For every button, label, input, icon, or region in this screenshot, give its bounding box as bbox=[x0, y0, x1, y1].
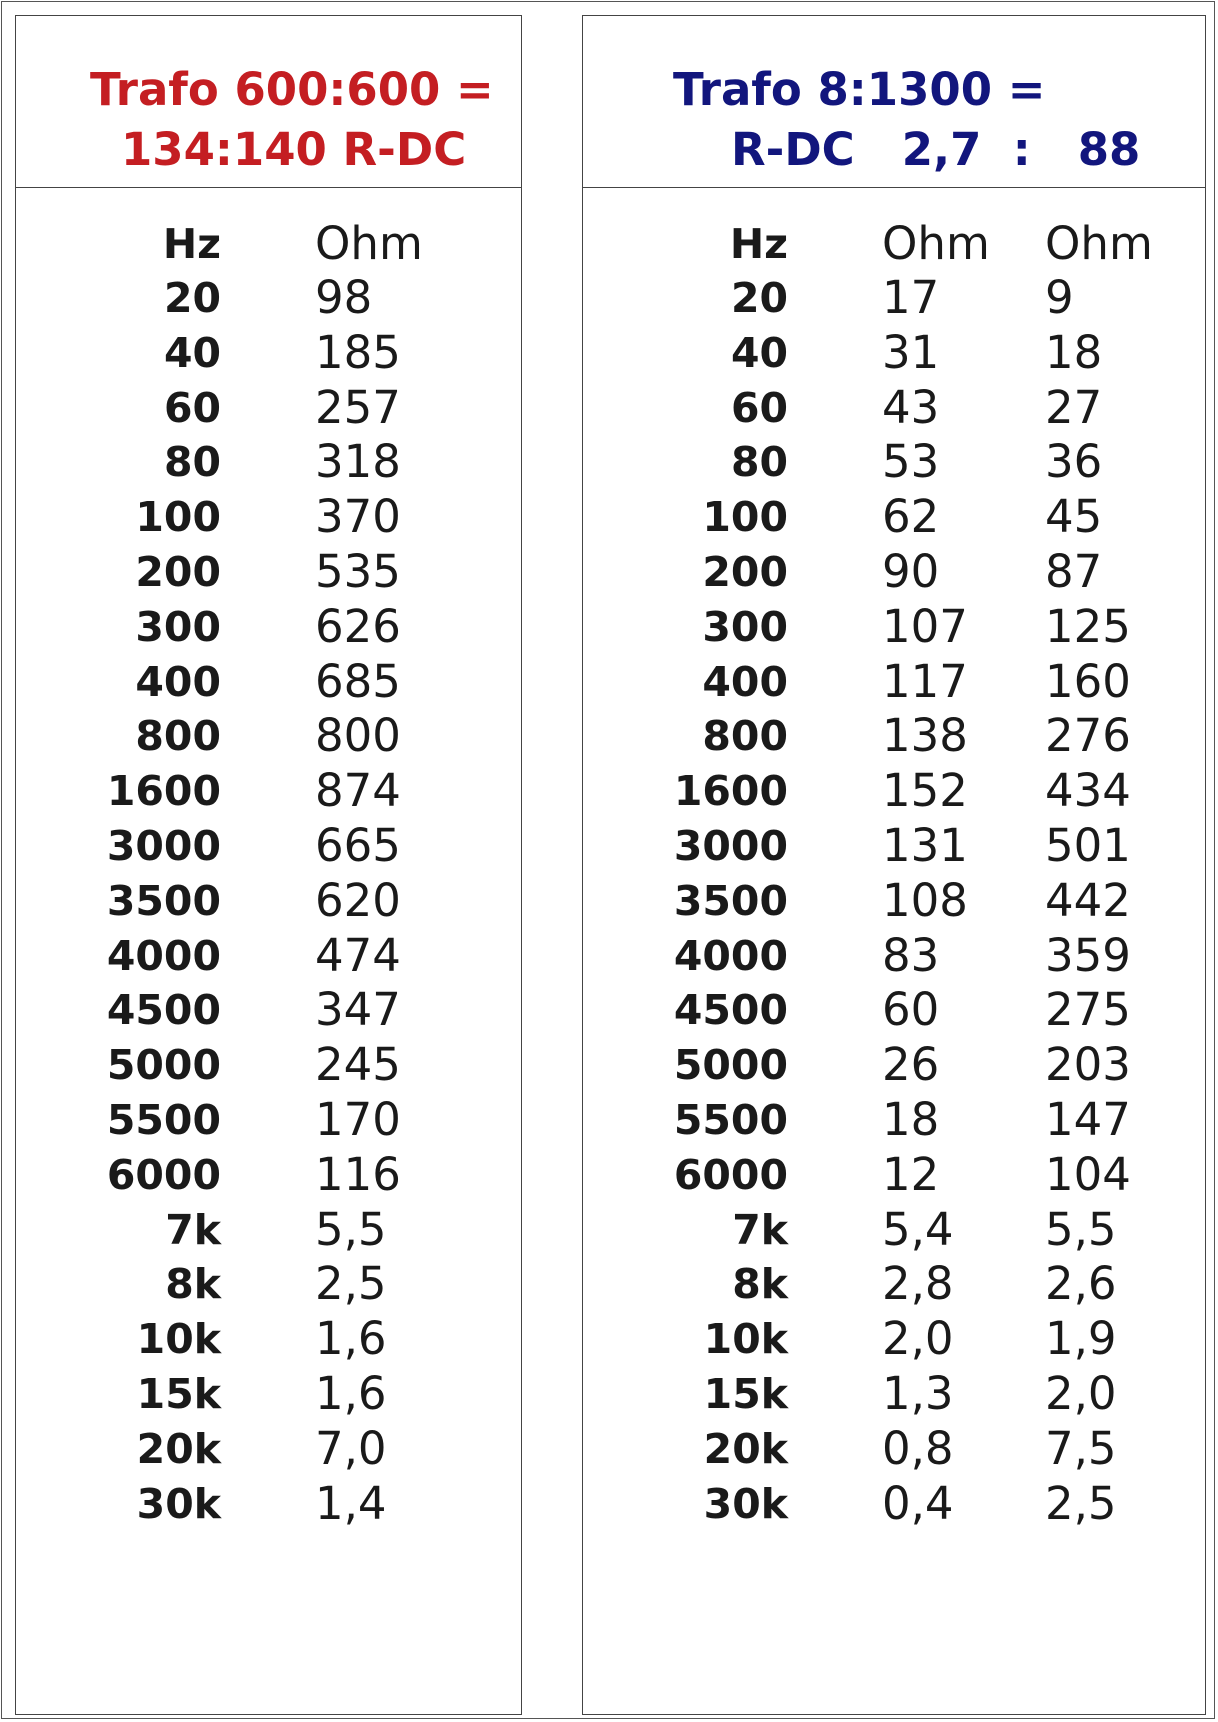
right-row-ohm2: 27 bbox=[1045, 381, 1103, 434]
left-row-hz: 5500 bbox=[106, 1096, 221, 1144]
left-row-ohm: 257 bbox=[315, 381, 401, 434]
right-row-hz: 30k bbox=[703, 1480, 788, 1528]
right-row-hz: 4500 bbox=[673, 986, 788, 1034]
right-row-ohm1: 18 bbox=[882, 1093, 940, 1146]
left-title-line2: 134:140 R-DC bbox=[121, 123, 467, 176]
right-row-hz: 3000 bbox=[673, 822, 788, 870]
right-row-ohm2: 2,0 bbox=[1045, 1367, 1117, 1420]
right-row-ohm1: 108 bbox=[882, 874, 968, 927]
right-row-ohm1: 31 bbox=[882, 326, 940, 379]
left-row-hz: 200 bbox=[135, 548, 221, 596]
left-row-ohm: 370 bbox=[315, 490, 401, 543]
right-row-ohm1: 26 bbox=[882, 1038, 940, 1091]
right-header-ohm2: Ohm bbox=[1045, 217, 1153, 270]
right-row-ohm2: 7,5 bbox=[1045, 1422, 1117, 1475]
right-row-hz: 4000 bbox=[673, 932, 788, 980]
left-row-hz: 3500 bbox=[106, 877, 221, 925]
right-row-hz: 400 bbox=[702, 658, 788, 706]
left-row-ohm: 874 bbox=[315, 764, 401, 817]
right-row-hz: 10k bbox=[703, 1315, 788, 1363]
right-row-ohm2: 2,6 bbox=[1045, 1257, 1117, 1310]
right-row-ohm2: 125 bbox=[1045, 600, 1131, 653]
right-row-ohm2: 5,5 bbox=[1045, 1203, 1117, 1256]
right-row-ohm1: 17 bbox=[882, 271, 940, 324]
left-row-hz: 8k bbox=[165, 1260, 221, 1308]
right-row-hz: 15k bbox=[703, 1370, 788, 1418]
right-row-ohm1: 60 bbox=[882, 983, 940, 1036]
left-row-ohm: 185 bbox=[315, 326, 401, 379]
left-row-hz: 10k bbox=[136, 1315, 221, 1363]
right-row-hz: 200 bbox=[702, 548, 788, 596]
right-row-ohm2: 9 bbox=[1045, 271, 1074, 324]
right-row-ohm2: 160 bbox=[1045, 655, 1131, 708]
right-row-hz: 60 bbox=[730, 384, 788, 432]
left-row-hz: 300 bbox=[135, 603, 221, 651]
left-row-ohm: 245 bbox=[315, 1038, 401, 1091]
left-panel bbox=[15, 15, 522, 1715]
left-row-hz: 20k bbox=[136, 1425, 221, 1473]
left-row-hz: 3000 bbox=[106, 822, 221, 870]
right-row-ohm2: 147 bbox=[1045, 1093, 1131, 1146]
left-row-ohm: 98 bbox=[315, 271, 373, 324]
right-row-hz: 8k bbox=[732, 1260, 788, 1308]
right-row-ohm2: 501 bbox=[1045, 819, 1131, 872]
left-row-ohm: 1,6 bbox=[315, 1367, 387, 1420]
left-row-ohm: 800 bbox=[315, 709, 401, 762]
left-row-ohm: 318 bbox=[315, 435, 401, 488]
right-row-ohm1: 2,8 bbox=[882, 1257, 954, 1310]
left-row-hz: 7k bbox=[165, 1206, 221, 1254]
left-row-hz: 20 bbox=[163, 274, 221, 322]
right-row-ohm1: 43 bbox=[882, 381, 940, 434]
left-row-hz: 400 bbox=[135, 658, 221, 706]
left-row-hz: 40 bbox=[163, 329, 221, 377]
right-row-ohm2: 45 bbox=[1045, 490, 1103, 543]
left-row-hz: 1600 bbox=[106, 767, 221, 815]
right-header-ohm1: Ohm bbox=[882, 217, 990, 270]
left-header-hz: Hz bbox=[162, 220, 221, 268]
left-row-hz: 100 bbox=[135, 493, 221, 541]
left-row-ohm: 5,5 bbox=[315, 1203, 387, 1256]
right-header bbox=[583, 16, 1205, 188]
right-row-hz: 20k bbox=[703, 1425, 788, 1473]
left-row-hz: 800 bbox=[135, 712, 221, 760]
right-row-hz: 100 bbox=[702, 493, 788, 541]
right-row-ohm2: 87 bbox=[1045, 545, 1103, 598]
right-row-hz: 80 bbox=[730, 438, 788, 486]
left-row-hz: 5000 bbox=[106, 1041, 221, 1089]
left-row-ohm: 2,5 bbox=[315, 1257, 387, 1310]
right-row-ohm2: 104 bbox=[1045, 1148, 1131, 1201]
right-title-line1: Trafo 8:1300 = bbox=[673, 63, 1046, 116]
right-row-ohm2: 442 bbox=[1045, 874, 1131, 927]
right-row-hz: 1600 bbox=[673, 767, 788, 815]
left-row-hz: 15k bbox=[136, 1370, 221, 1418]
left-row-ohm: 347 bbox=[315, 983, 401, 1036]
right-row-hz: 5000 bbox=[673, 1041, 788, 1089]
left-title-line1: Trafo 600:600 = bbox=[90, 63, 494, 116]
left-row-ohm: 665 bbox=[315, 819, 401, 872]
right-row-ohm1: 0,4 bbox=[882, 1477, 954, 1530]
left-row-ohm: 116 bbox=[315, 1148, 401, 1201]
right-panel bbox=[582, 15, 1206, 1715]
left-row-ohm: 535 bbox=[315, 545, 401, 598]
left-row-ohm: 474 bbox=[315, 929, 401, 982]
left-row-hz: 60 bbox=[163, 384, 221, 432]
right-row-ohm2: 2,5 bbox=[1045, 1477, 1117, 1530]
left-row-ohm: 170 bbox=[315, 1093, 401, 1146]
left-row-ohm: 1,4 bbox=[315, 1477, 387, 1530]
left-row-hz: 4000 bbox=[106, 932, 221, 980]
left-row-ohm: 685 bbox=[315, 655, 401, 708]
left-row-hz: 30k bbox=[136, 1480, 221, 1528]
right-row-ohm2: 275 bbox=[1045, 983, 1131, 1036]
right-row-hz: 7k bbox=[732, 1206, 788, 1254]
left-row-ohm: 1,6 bbox=[315, 1312, 387, 1365]
left-row-hz: 4500 bbox=[106, 986, 221, 1034]
right-row-ohm1: 0,8 bbox=[882, 1422, 954, 1475]
right-row-ohm1: 1,3 bbox=[882, 1367, 954, 1420]
left-row-hz: 6000 bbox=[106, 1151, 221, 1199]
left-header-ohm: Ohm bbox=[315, 217, 423, 270]
right-row-ohm1: 2,0 bbox=[882, 1312, 954, 1365]
right-row-ohm1: 62 bbox=[882, 490, 940, 543]
left-row-hz: 80 bbox=[163, 438, 221, 486]
right-row-hz: 40 bbox=[730, 329, 788, 377]
right-row-ohm2: 359 bbox=[1045, 929, 1131, 982]
right-row-ohm2: 18 bbox=[1045, 326, 1103, 379]
right-row-ohm1: 5,4 bbox=[882, 1203, 954, 1256]
right-row-ohm2: 276 bbox=[1045, 709, 1131, 762]
right-row-hz: 20 bbox=[730, 274, 788, 322]
right-row-ohm2: 434 bbox=[1045, 764, 1131, 817]
right-row-ohm2: 203 bbox=[1045, 1038, 1131, 1091]
right-row-ohm1: 107 bbox=[882, 600, 968, 653]
right-row-hz: 3500 bbox=[673, 877, 788, 925]
right-row-hz: 5500 bbox=[673, 1096, 788, 1144]
right-row-ohm1: 90 bbox=[882, 545, 940, 598]
right-row-ohm1: 83 bbox=[882, 929, 940, 982]
left-row-ohm: 7,0 bbox=[315, 1422, 387, 1475]
right-row-hz: 6000 bbox=[673, 1151, 788, 1199]
right-row-hz: 800 bbox=[702, 712, 788, 760]
right-row-hz: 300 bbox=[702, 603, 788, 651]
right-row-ohm1: 53 bbox=[882, 435, 940, 488]
left-row-ohm: 626 bbox=[315, 600, 401, 653]
right-title-line2: R-DC 2,7 : 88 bbox=[731, 123, 1141, 176]
right-row-ohm1: 152 bbox=[882, 764, 968, 817]
right-row-ohm2: 36 bbox=[1045, 435, 1103, 488]
right-row-ohm1: 12 bbox=[882, 1148, 940, 1201]
left-header bbox=[16, 16, 521, 188]
right-row-ohm2: 1,9 bbox=[1045, 1312, 1117, 1365]
right-row-ohm1: 117 bbox=[882, 655, 968, 708]
right-row-ohm1: 138 bbox=[882, 709, 968, 762]
right-row-ohm1: 131 bbox=[882, 819, 968, 872]
left-row-ohm: 620 bbox=[315, 874, 401, 927]
right-header-hz: Hz bbox=[729, 220, 788, 268]
